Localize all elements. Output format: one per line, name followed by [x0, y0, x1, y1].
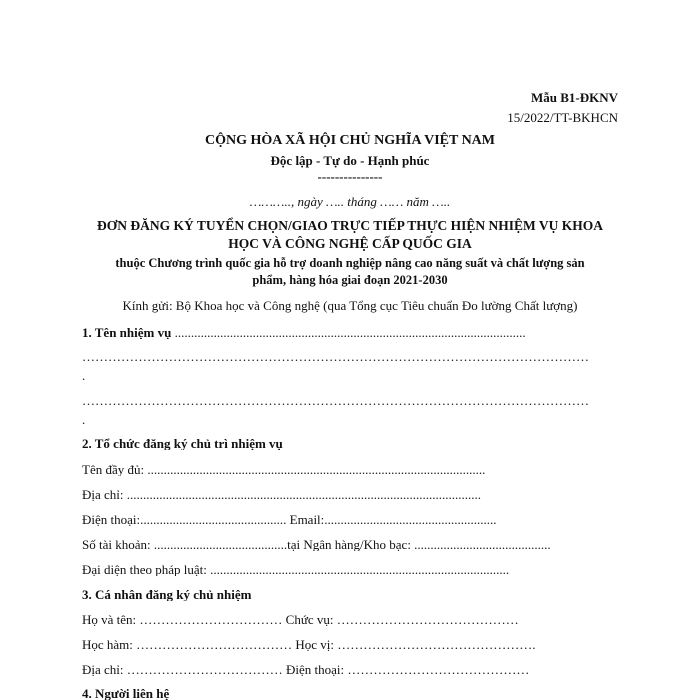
lead-name-position-field[interactable]: Họ và tên: …………………………… Chức vụ: ……………………………………: [82, 613, 519, 626]
recipient: Kính gửi: Bộ Khoa học và Công nghệ (qua Tổng cục Tiêu chuẩn Đo lường Chất lượng): [122, 298, 578, 313]
section2-heading: 2. Tổ chức đăng ký chủ trì nhiệm vụ: [82, 437, 283, 450]
task-name-line2[interactable]: ………………………………………………………………………………………………………: [82, 394, 589, 407]
form-subtitle-line2: phẩm, hàng hóa giai đoạn 2021-2030: [252, 273, 448, 287]
task-name-line2-end: .: [82, 413, 86, 426]
date-line: ……….., ngày ….. tháng …… năm …..: [249, 194, 451, 209]
lead-rank-degree-field[interactable]: Học hàm: ……………………………… Học vị: ……………………………………….: [82, 638, 536, 651]
task-name-line1[interactable]: ………………………………………………………………………………………………………: [82, 350, 589, 363]
section1-heading-row: [82, 326, 619, 339]
form-title-line2: HỌC VÀ CÔNG NGHỆ CẤP QUỐC GIA: [228, 236, 472, 251]
org-bank-account-field[interactable]: Số tài khoản: .........................................tại Ngân hàng/Kho bạc: ..........................................: [82, 538, 551, 551]
lead-address-phone-field[interactable]: Địa chỉ: ……………………………… Điện thoại: ……………………………………: [82, 663, 530, 676]
form-title-line1: ĐƠN ĐĂNG KÝ TUYỂN CHỌN/GIAO TRỰC TIẾP THỰC HIỆN NHIỆM VỤ KHOA: [97, 218, 603, 233]
org-full-name-field[interactable]: Tên đầy đủ: ........................................................................................................: [82, 463, 486, 476]
section1-heading: 1. Tên nhiệm vụ: [82, 326, 172, 339]
circular-reference: 15/2022/TT-BKHCN: [507, 110, 618, 125]
national-motto: Độc lập - Tự do - Hạnh phúc: [270, 153, 430, 168]
org-legal-rep-field[interactable]: Đại diện theo pháp luật: ............................................................................................: [82, 563, 510, 576]
form-code: Mẫu B1-ĐKNV: [530, 90, 618, 105]
org-address-field[interactable]: Địa chỉ: .............................................................................................................: [82, 488, 482, 501]
form-subtitle-line1: thuộc Chương trình quốc gia hỗ trợ doanh nghiệp nâng cao năng suất và chất lượng sản: [115, 256, 585, 270]
task-name-field[interactable]: ............................................................................................................: [171, 326, 526, 339]
section4-heading: 4. Người liên hệ: [82, 687, 170, 700]
org-phone-email-field[interactable]: Điện thoại:............................................. Email:.....................................................: [82, 513, 497, 526]
task-name-line1-end: .: [82, 369, 86, 382]
national-title: CỘNG HÒA XÃ HỘI CHỦ NGHĨA VIỆT NAM: [204, 133, 495, 148]
section3-heading: 3. Cá nhân đăng ký chủ nhiệm: [82, 588, 252, 601]
motto-rule: ---------------: [317, 169, 383, 184]
